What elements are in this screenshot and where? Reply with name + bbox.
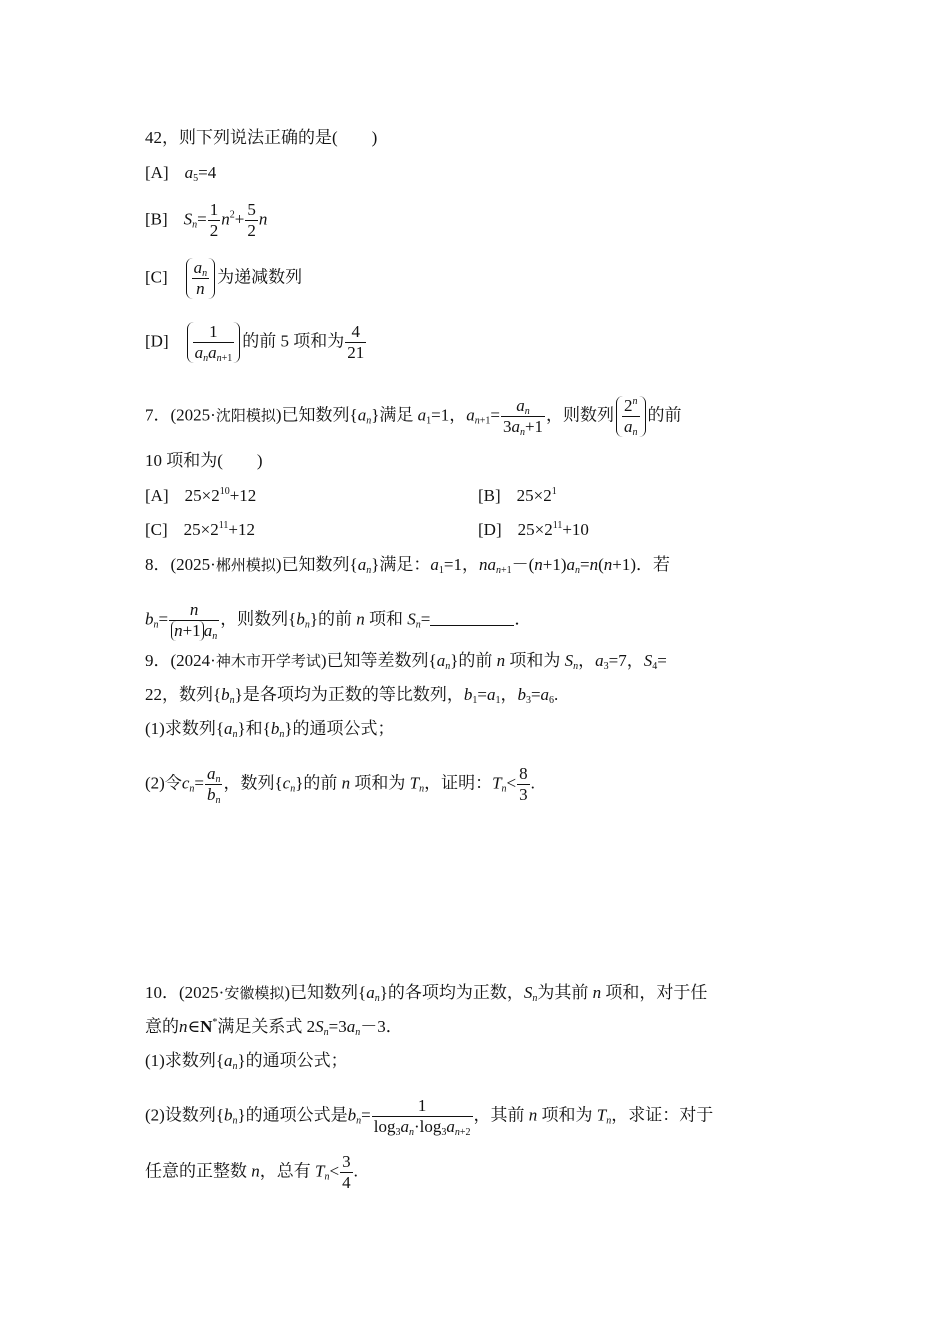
q7-option-a: [A] $25\times 2^{10}+12$ (145, 486, 257, 505)
question-10-part-1: (1)求数列$\{a_n\}$的通项公式； (145, 1051, 348, 1072)
option-label: [A] (145, 486, 169, 505)
question-number: 7．(2025 (145, 405, 211, 425)
stem-text: }的通项公式是 (237, 1105, 348, 1125)
stem-text: 意的 (145, 1017, 179, 1036)
q7-option-c: [C] $25\times 2^{11}+12$ (145, 520, 255, 539)
source-tag: 郴州模拟 (215, 558, 276, 574)
stem-text: ，其前 (473, 1105, 525, 1125)
option-label: [C] (145, 267, 168, 287)
stem-text: (1)求数列{ (145, 719, 224, 738)
stem-text: ，求证：对于 (611, 1105, 714, 1125)
stem-text: 项和为 (541, 1105, 593, 1125)
stem-text: ，总有 (259, 1161, 311, 1181)
question-7-stem-line2 (145, 450, 263, 472)
stem-text: }的前 (295, 773, 338, 793)
question-number: 9．(2024 (145, 651, 211, 670)
stem-text: ． (514, 609, 532, 629)
stem-text: 22，数列{ (145, 685, 222, 704)
question-number: 8．(2025 (145, 555, 211, 574)
stem-text: }满足 (371, 405, 414, 425)
stem-text: }的各项均为正数， (379, 983, 524, 1002)
stem-text: 项和 (369, 609, 404, 629)
stem-text: 42，则下列说法正确的是( ) (145, 128, 378, 147)
option-text: =4 (198, 163, 217, 182)
question-10-part-2-line2: 任意的正整数 n，总有 $T_n<$ $\frac{3}{4}$ . (145, 1152, 358, 1192)
stem-text: )已知等差数列{ (320, 651, 437, 670)
question-10-stem-line2: 意的n∈N*满足关系式 $2S_n=3a_n-3$． (145, 1017, 403, 1038)
question-8-stem: 8．(2025·郴州模拟)已知数列$\{a_n\}$满足：$a_1=1$，$na_{n+1}-(n+1)a_n=n(n+1)$．若 (145, 555, 671, 576)
set-brace: $\frac{1}{a_na_{n+1}}$ (187, 322, 241, 363)
fraction: $\frac{a_n}{3a_n+1}$ (502, 396, 544, 438)
stem-text: 项和为 (354, 773, 406, 793)
stem-text: (2)设数列{ (145, 1105, 224, 1125)
stem-text: }的前 (309, 609, 353, 629)
stem-text: ，证明： (424, 773, 493, 793)
stem-text: }是各项均为正数的等比数列， (234, 685, 464, 704)
fraction: $\frac{1}{\log_3a_n\cdot\log_3a_{n+2}}$ (373, 1096, 471, 1138)
fraction: $\frac{4}{21}$ (347, 322, 365, 362)
stem-text: )已知数列{ (284, 983, 367, 1002)
question-9-part-2: (2)令$c_n=$ $\frac{a_n}{b_n}$ ，数列$\{c_n\}$的前 n 项和为 $T_n$，证明：$T_n<$ $\frac{8}{3}$ . (145, 764, 535, 806)
option-text: 为递减数列 (217, 267, 303, 287)
fraction: $\frac{8}{3}$ (519, 764, 528, 804)
fraction: $\frac{1}{2}$ (209, 200, 219, 240)
stem-text: }的通项公式； (237, 1051, 348, 1070)
stem-text: ，则数列 (546, 405, 615, 425)
stem-text: }的前 (450, 651, 493, 670)
stem-text: ，数列{ (223, 773, 283, 793)
question-9-part-1: (1)求数列$\{a_n\}$和$\{b_n\}$的通项公式； (145, 719, 395, 740)
q7-option-b: [B] $25\times 2^1$ (478, 486, 557, 505)
q6-option-c (145, 258, 302, 299)
option-text: 25×2 (516, 486, 552, 505)
option-text: +10 (562, 520, 589, 539)
option-text: +12 (229, 486, 257, 505)
q6-option-d (145, 322, 367, 363)
option-text: 的前 5 项和为 (242, 331, 345, 351)
answer-blank[interactable] (430, 609, 514, 626)
question-9-stem: 9．(2024·神木市开学考试)已知等差数列$\{a_n\}$的前 n 项和为 $S_n$，$a_3=7$，$S_4=$ (145, 651, 667, 672)
question-8-stem-line2: $b_n=$ $\frac{n}{n+1 a_n}$ ，则数列$\{b_n\}$的前 n 项和 $S_n=$ ． (145, 600, 532, 642)
question-10-stem: 10．(2025·安徽模拟)已知数列$\{a_n\}$的各项均为正数，$S_n$为其前 n 项和，对于任 (145, 983, 708, 1004)
fraction: $\frac{a_n}{b_n}$ (206, 764, 221, 806)
stem-text: )已知数列{ (275, 405, 358, 425)
stem-text: －3． (360, 1017, 403, 1036)
source-tag: 安徽模拟 (224, 986, 285, 1002)
stem-text: )已知数列{ (275, 555, 358, 574)
stem-text: 任意的正整数 (145, 1161, 247, 1181)
set-brace: $\frac{a_n}{n}$ (186, 258, 216, 299)
stem-text: 为其前 (537, 983, 589, 1002)
stem-text: }和{ (237, 719, 271, 738)
option-label: [C] (145, 520, 168, 539)
option-label: [D] (478, 520, 502, 539)
stem-text: 满足关系式 2 (217, 1017, 316, 1036)
stem-text: ，则数列{ (220, 609, 297, 629)
question-9-stem-line2: 22，数列$\{b_n\}$是各项均为正数的等比数列，$b_1=a_1$，$b_3=a_6$. (145, 685, 559, 706)
q7-option-d: [D] $25\times 2^{11}+10$ (478, 520, 589, 539)
q6-option-a: [A] $a_5=4$ (145, 163, 217, 184)
set-brace: $\frac{2^n}{a_n}$ (616, 396, 646, 437)
stem-text: ．若 (636, 555, 671, 574)
fraction: $\frac{5}{2}$ (247, 200, 256, 240)
source-tag: 沈阳模拟 (215, 408, 276, 425)
stem-text: (1)求数列{ (145, 1051, 224, 1070)
question-number: 10．(2025 (145, 983, 219, 1002)
question-10-part-2: (2)设数列$\{b_n\}$的通项公式是$b_n=$ $\frac{1}{\log_3a_n\cdot\log_3a_{n+2}}$ ，其前 n 项和为 $T_n$，求证：对于 (145, 1096, 714, 1138)
option-label: [D] (145, 331, 169, 351)
stem-text: (2)令 (145, 773, 182, 793)
fraction: $\frac{n}{n+1 a_n}$ (169, 600, 219, 641)
stem-text: 项和，对于任 (605, 983, 708, 1002)
stem-text: =3 (328, 1017, 347, 1036)
stem-text: }的通项公式； (284, 719, 395, 738)
stem-text: 10 项和为( ) (145, 451, 263, 470)
option-text: 25×2 (184, 486, 220, 505)
option-label: [B] (145, 209, 168, 229)
source-tag: 神木市开学考试 (215, 654, 321, 670)
question-7-stem: 7．(2025·沈阳模拟)已知数列$\{a_n\}$满足 $a_1=1$，$a_{n+1}=$ $\frac{a_n}{3a_n+1}$ ，则数列 $\frac{2^n}{a_n}$ 的前 (145, 396, 682, 438)
option-text: +12 (228, 520, 255, 539)
fraction: $\frac{3}{4}$ (342, 1152, 351, 1192)
q6-option-b: [B] $S_n=$ $\frac{1}{2}$ $n^2+$ $\frac{5}{2}$ n (145, 200, 268, 240)
option-label: [A] (145, 163, 169, 182)
stem-text: }满足： (371, 555, 431, 574)
option-text: 25×2 (183, 520, 219, 539)
stem-text: 项和为 (509, 651, 561, 670)
stem-text: 的前 (647, 405, 682, 425)
option-text: 25×2 (517, 520, 553, 539)
option-label: [B] (478, 486, 501, 505)
question-6-stem-tail (145, 127, 377, 149)
